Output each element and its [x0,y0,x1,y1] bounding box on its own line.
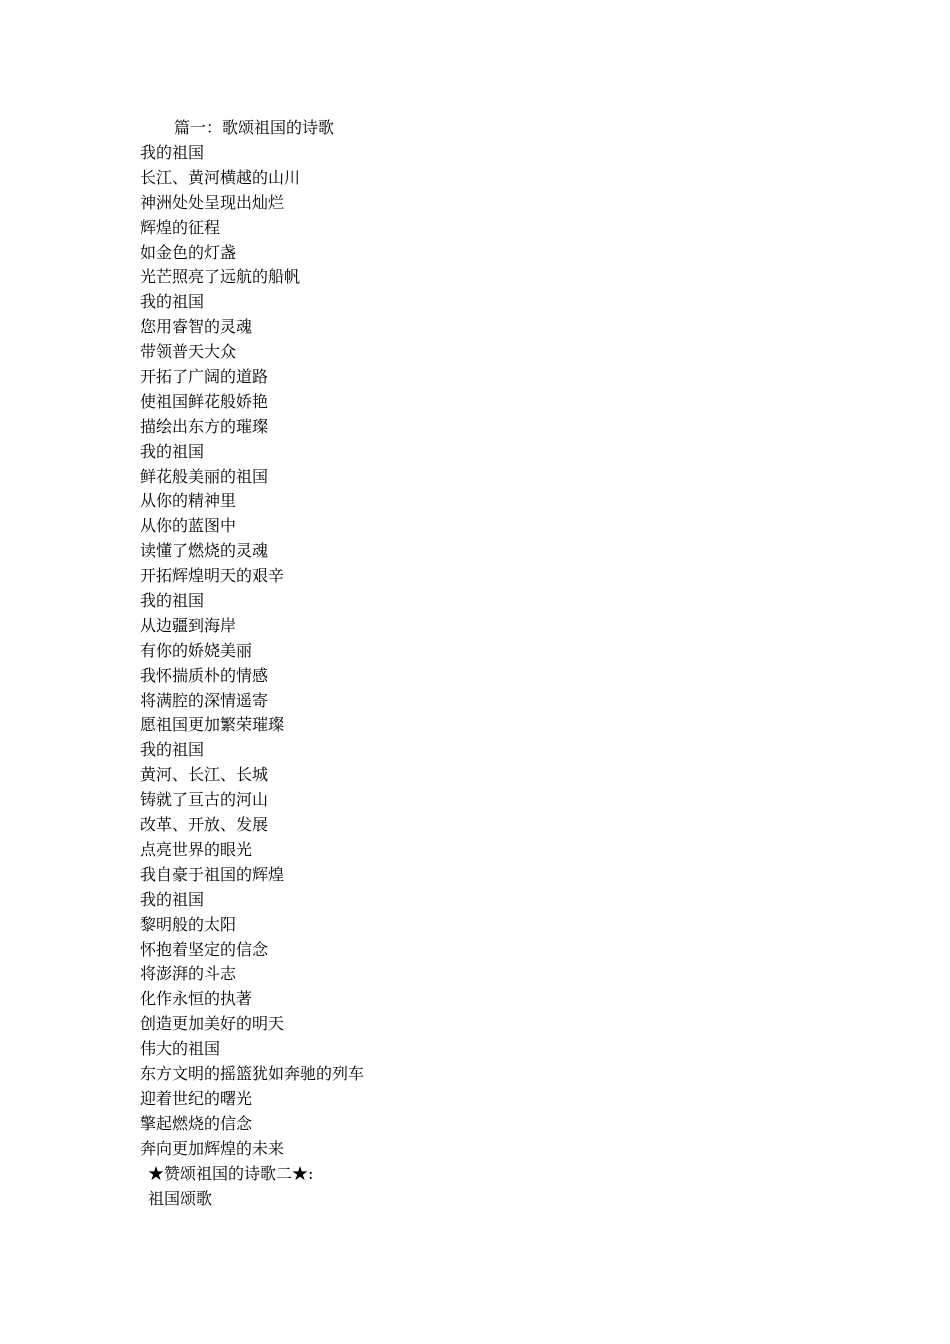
poem-line: 从边疆到海岸 [140,615,237,635]
poem-line: 我的祖国 [140,591,205,611]
poem-line: 长江、黄河横越的山川 [140,167,301,187]
poem-line: 光芒照亮了远航的船帆 [140,267,301,287]
poem-line: 从你的蓝图中 [140,516,237,536]
poem-line: 神洲处处呈现出灿烂 [140,192,285,212]
poem-line: 您用睿智的灵魂 [140,317,253,337]
poem-line: 辉煌的征程 [140,217,221,237]
section2-subtitle: 祖国颂歌 [148,1189,213,1208]
poem-line: 化作永恒的执著 [140,989,253,1009]
poem-line: 将澎湃的斗志 [140,964,237,984]
poem-line: 怀抱着坚定的信念 [140,939,269,959]
poem-line: 我的祖国 [140,143,205,162]
poem-line: 如金色的灯盏 [140,242,237,262]
poem-line: 我怀揣质朴的情感 [140,665,269,685]
poem-line: 带领普天大众 [140,342,237,362]
poem-line: 我的祖国 [140,740,205,760]
poem-line: 我的祖国 [140,441,205,461]
poem-line: 描绘出东方的璀璨 [140,416,269,436]
poem-line: 铸就了亘古的河山 [140,790,269,810]
poem-line: 擎起燃烧的信念 [140,1113,253,1133]
poem-body [140,141,364,1162]
poem-line: 东方文明的摇篮犹如奔驰的列车 [140,1063,365,1083]
poem-line: 迎着世纪的曙光 [140,1088,253,1108]
poem-line: 鲜花般美丽的祖国 [140,466,269,486]
poem-line: 愿祖国更加繁荣璀璨 [140,715,285,735]
poem-line: 伟大的祖国 [140,1039,221,1059]
poem-line: 开拓辉煌明天的艰辛 [140,566,285,586]
poem-line: 我的祖国 [140,292,205,312]
poem-line: 从你的精神里 [140,491,237,511]
poem-line: 我的祖国 [140,889,205,909]
poem-line: 创造更加美好的明天 [140,1014,285,1034]
poem-line: 黎明般的太阳 [140,914,237,934]
poem-line: 将满腔的深情遥寄 [140,690,269,710]
poem-line: 使祖国鲜花般娇艳 [140,391,269,411]
section2-title: ★赞颂祖国的诗歌二★: [148,1164,314,1183]
poem-line: 读懂了燃烧的灵魂 [140,541,269,561]
poem-line: 有你的娇娆美丽 [140,640,253,660]
poem-line: 我自豪于祖国的辉煌 [140,864,285,884]
poem-line: 奔向更加辉煌的未来 [140,1138,285,1158]
poem-line: 点亮世界的眼光 [140,839,253,859]
poem-line: 黄河、长江、长城 [140,765,269,785]
poem-line: 开拓了广阔的道路 [140,367,269,387]
section-heading: 篇一：歌颂祖国的诗歌 [174,118,335,137]
poem-line: 改革、开放、发展 [140,815,269,835]
